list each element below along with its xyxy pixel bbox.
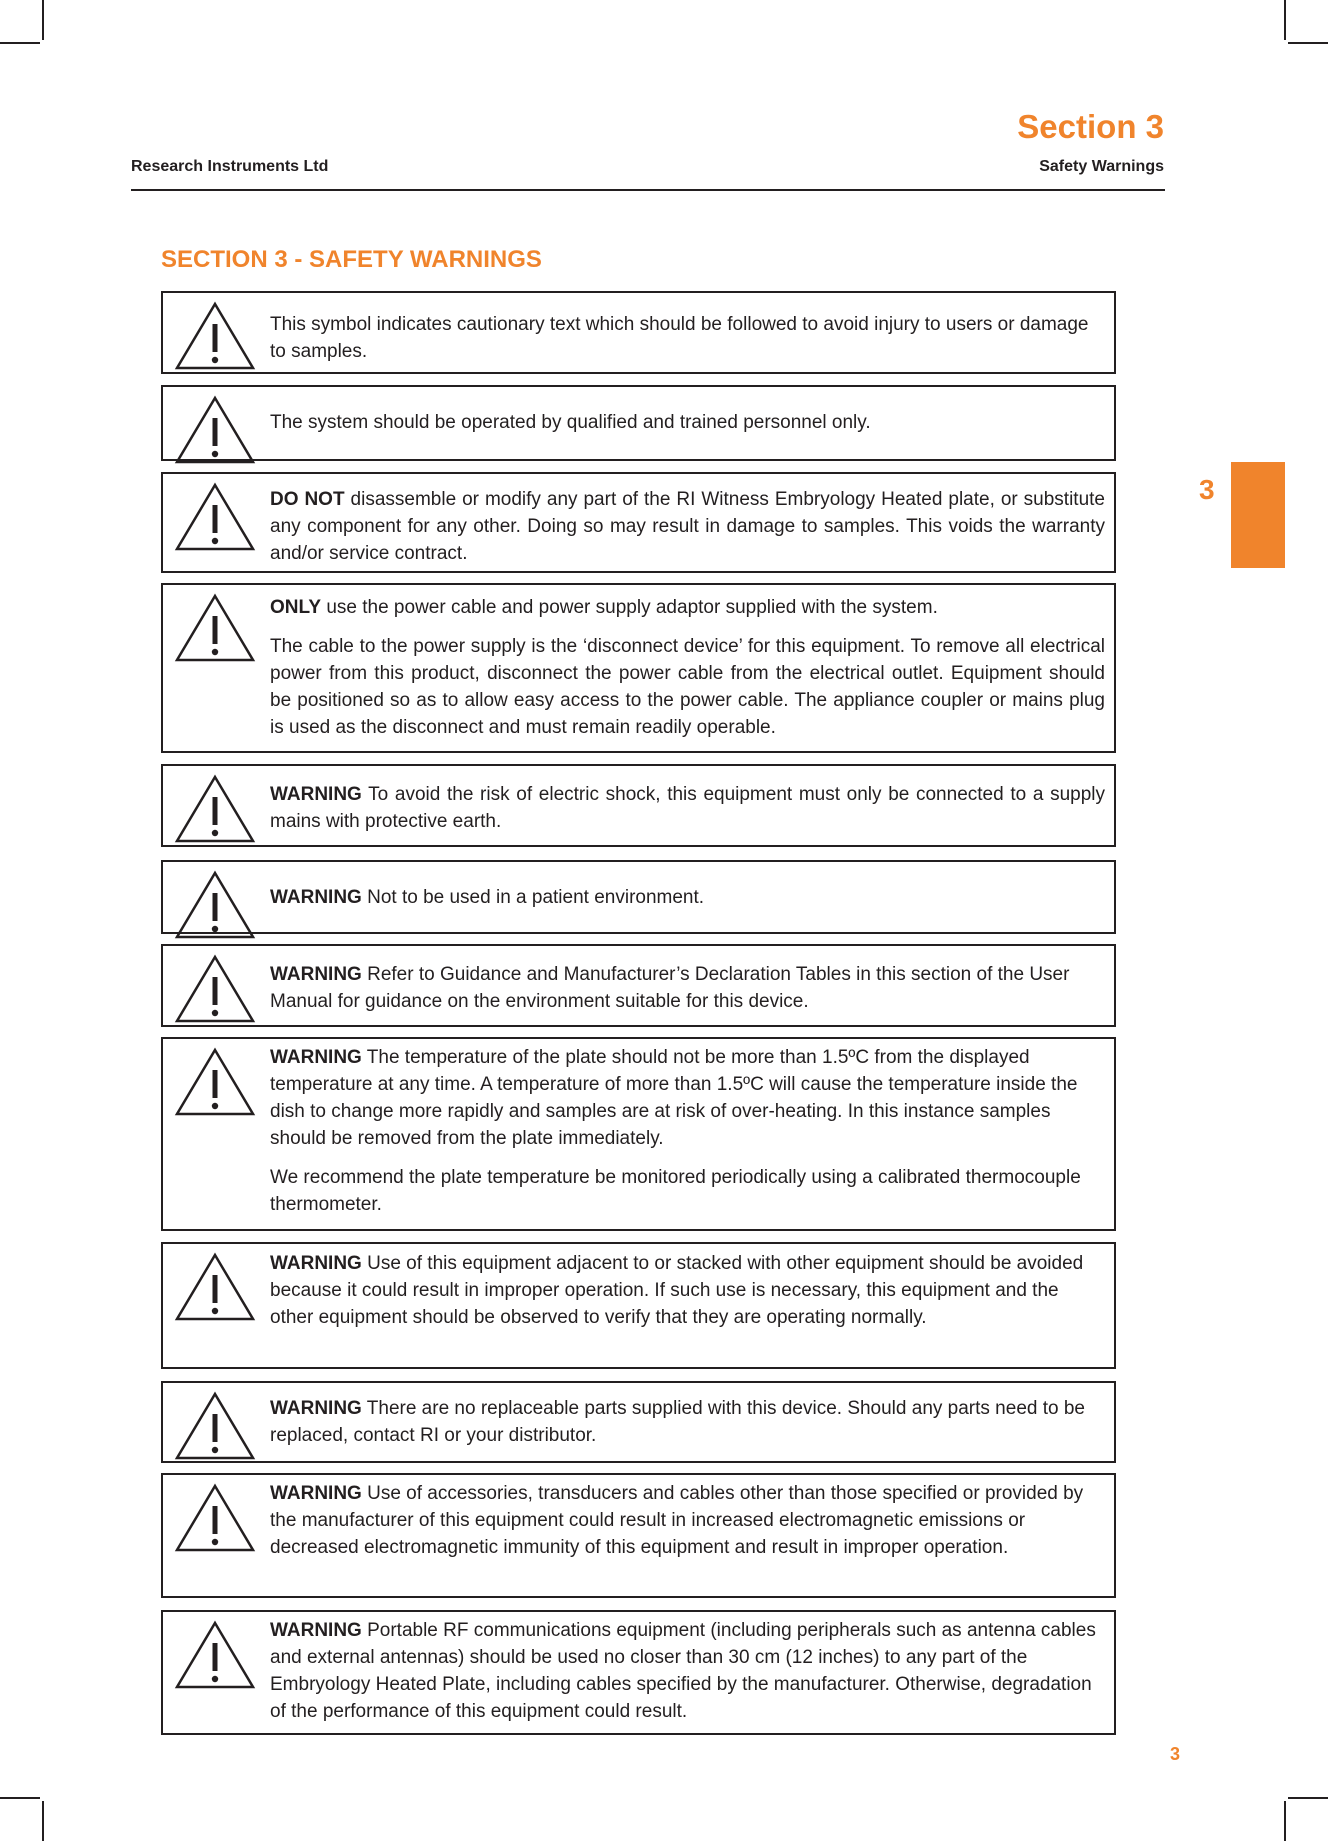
warning-triangle-icon [174,953,256,1025]
warning-box [161,944,1116,1027]
warning-box [161,472,1116,573]
warning-triangle-icon [174,394,256,466]
warning-lead: WARNING [270,1047,362,1068]
crop-mark [1288,42,1328,44]
warning-box [161,291,1116,374]
header-rule [131,189,1165,191]
warning-body: The cable to the power supply is the ‘disconnect device’ for this equipment. To remove all electrical power from this product, disconnect the power cable from the electrical outlet. Equipment should be positioned so as to allow easy access to the power cable. The appliance coupler or mains plug is used as the disconnect and must remain readily operable. [270,636,1105,738]
warning-box [161,385,1116,461]
warning-lead: WARNING [270,1483,362,1504]
warning-triangle-icon [174,869,256,941]
warning-box [161,860,1116,934]
warning-body: Portable RF communications equipment (including peripherals such as antenna cables and external antennas) should be used no closer than 30 cm (12 inches) to any part of the Embryology Heated Plate, including cables specified by the manufacturer. Otherwise, degradation of the performance of this equipment could result. [270,1620,1096,1722]
warning-text [270,1395,1105,1449]
section-title: Section 3 [1017,108,1164,145]
warning-box [161,1037,1116,1231]
warning-body: We recommend the plate temperature be monitored periodically using a calibrated thermocouple thermometer. [270,1167,1081,1215]
warning-triangle-icon [174,481,256,553]
company-name: Research Instruments Ltd [131,158,329,175]
warning-body: Use of accessories, transducers and cables other than those specified or provided by the manufacturer of this equipment could result in increased electromagnetic emissions or decreased electromagnetic immunity of this equipment and result in improper operation. [270,1483,1084,1558]
warning-lead: WARNING [270,1620,362,1641]
warning-box [161,583,1116,753]
warning-body: There are no replaceable parts supplied with this device. Should any parts need to be replaced, contact RI or your distributor. [270,1398,1085,1446]
warning-body: The system should be operated by qualified and trained personnel only. [270,412,871,433]
warning-box [161,1242,1116,1369]
warning-body: use the power cable and power supply adaptor supplied with the system. [326,597,938,618]
warning-body: Refer to Guidance and Manufacturer’s Declaration Tables in this section of the User Manual for guidance on the environment suitable for this device. [270,964,1070,1012]
side-tab [1231,462,1285,568]
warning-triangle-icon [174,300,256,372]
warning-text [270,409,1105,436]
warning-body: Use of this equipment adjacent to or stacked with other equipment should be avoided because it could result in improper operation. If such use is necessary, this equipment and the other equipment should be observed to verify that they are operating normally. [270,1253,1084,1328]
warning-triangle-icon [174,1251,256,1323]
warning-text [270,1044,1105,1218]
page-heading: SECTION 3 - SAFETY WARNINGS [161,246,542,273]
warning-text [270,781,1105,835]
warning-lead: WARNING [270,1253,362,1274]
warning-text [270,1617,1105,1725]
side-tab-number: 3 [1199,474,1215,505]
warning-body: disassemble or modify any part of the RI Witness Embryology Heated plate, or substitute any component for any other. Doing so may result in damage to samples. This voids the warranty and/or service contract. [270,489,1105,564]
warning-triangle-icon [174,1046,256,1118]
warning-box [161,1473,1116,1598]
warning-box [161,1610,1116,1735]
section-subtitle: Safety Warnings [1039,158,1164,175]
warning-text [270,594,1105,741]
warning-text [270,961,1105,1015]
warning-text [270,311,1105,365]
warning-triangle-icon [174,592,256,664]
warning-triangle-icon [174,773,256,845]
warning-box [161,764,1116,847]
warning-text [270,1250,1105,1331]
warning-triangle-icon [174,1482,256,1554]
warning-body: The temperature of the plate should not be more than 1.5ºC from the displayed temperature at any time. A temperature of more than 1.5ºC will cause the temperature inside the dish to change more rapidly and samples are at risk of over-heating. In this instance samples should be removed from the plate immediately. [270,1047,1078,1149]
warning-triangle-icon [174,1390,256,1462]
warning-lead: WARNING [270,1398,362,1419]
crop-mark [42,0,44,40]
warning-lead: WARNING [270,887,362,908]
warning-lead: WARNING [270,964,362,985]
warning-body: Not to be used in a patient environment. [367,887,705,908]
warning-body: This symbol indicates cautionary text which should be followed to avoid injury to users or damage to samples. [270,314,1089,362]
warning-text [270,1480,1105,1561]
crop-mark [0,42,40,44]
crop-mark [0,1797,40,1799]
warning-text [270,884,1105,911]
warning-lead: ONLY [270,597,322,618]
page-number: 3 [1170,1744,1181,1764]
crop-mark [1284,1801,1286,1841]
crop-mark [1284,0,1286,40]
warning-triangle-icon [174,1619,256,1691]
warning-lead: WARNING [270,784,362,805]
warning-lead: DO NOT [270,489,345,510]
crop-mark [42,1801,44,1841]
warning-text [270,486,1105,567]
crop-mark [1288,1797,1328,1799]
warning-body: To avoid the risk of electric shock, this equipment must only be connected to a supply mains with protective earth. [270,784,1106,832]
warning-box [161,1381,1116,1463]
